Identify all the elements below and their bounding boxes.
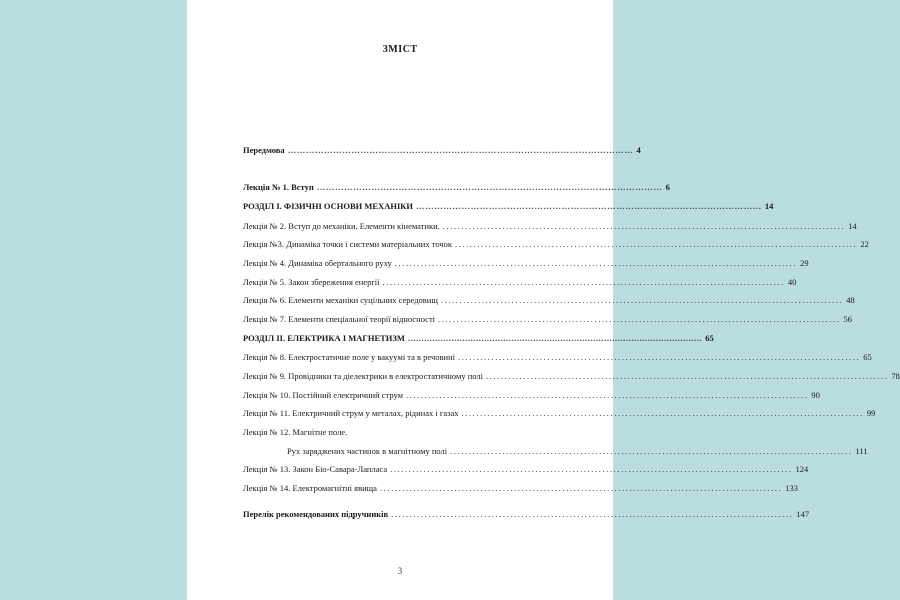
toc-entry-lecture-1: [243, 182, 670, 193]
toc-entry-page: 65: [705, 333, 714, 343]
toc-leader: ............................................................................................................: [486, 371, 889, 381]
toc-entry-lecture-2: [243, 221, 857, 232]
toc-entry-title: Лекція № 13. Закон Біо-Савара-Лапласа: [243, 464, 388, 474]
page-number: 3: [397, 566, 403, 576]
toc-entry-section-2: [243, 333, 714, 344]
toc-leader: ............................................................................................................: [457, 352, 861, 362]
toc-entry-page: 14: [764, 201, 774, 211]
toc-leader: ............................................................................................................: [406, 390, 809, 400]
toc-entry-page: 56: [843, 314, 852, 324]
toc-entry-title: Перелік рекомендованих підручників: [243, 509, 389, 519]
toc-leader: ……………………………………………………………………………………………………: [287, 145, 634, 155]
toc-entry-page: 133: [785, 483, 799, 493]
toc-entry-title: Лекція № 7. Елементи спеціальної теорії відносності: [243, 314, 436, 324]
toc-leader: ............................................................................................................: [391, 509, 794, 519]
toc-entry-title: Лекція № 4. Динаміка обертального руху: [243, 258, 392, 268]
toc-entry-page: 40: [787, 277, 797, 287]
toc-entry-preface: [243, 145, 641, 156]
toc-entry-title: Лекція № 2. Вступ до механіки. Елементи кінематики.: [243, 221, 440, 231]
toc-entry-title: Лекція № 11. Електричний струм у металах, рідинах і газах: [243, 408, 459, 418]
page-title: ЗМІСТ: [382, 44, 418, 55]
toc-entry-title: Лекція №3. Динаміка точки і системи матеріальних точок: [243, 239, 453, 249]
toc-entry-lecture-3: [243, 239, 869, 250]
toc-entry-title: Лекція № 1. Вступ: [243, 182, 314, 192]
toc-entry-title: Лекція № 10. Постійний електричний струм: [243, 390, 404, 400]
toc-leader: ............................................................................................................: [394, 258, 798, 268]
toc-entry-page: 78: [891, 371, 900, 381]
toc-entry-page: 90: [811, 390, 820, 400]
toc-entry-page: 48: [846, 295, 855, 305]
toc-entry-lecture-13: [243, 464, 809, 475]
toc-entry-page: 4: [636, 145, 641, 155]
toc-entry-lecture-8: [243, 352, 872, 363]
toc-entry-title: Лекція № 12. Магнітне поле.: [243, 427, 348, 437]
toc-entry-title: Лекція № 14. Електромагнітні явища: [243, 483, 377, 493]
toc-entry-page: 6: [665, 182, 670, 192]
toc-entry-title: РОЗДІЛ ІІ. ЕЛЕКТРИКА І МАГНЕТИЗМ: [243, 333, 405, 343]
toc-leader: ............................................................................................................: [438, 314, 841, 324]
toc-leader: ............................................................................................................: [442, 221, 846, 231]
toc-entry-page: 99: [866, 408, 876, 418]
toc-entry-lecture-11: [243, 408, 876, 419]
toc-entry-bibliography: [243, 509, 810, 520]
toc-leader: ............................................................................................................: [379, 483, 783, 493]
toc-leader: ............................................................................................................: [440, 295, 844, 305]
toc-leader: ……………………………………………………………………………………………………: [316, 182, 663, 192]
toc-entry-section-1: [243, 201, 774, 212]
toc-entry-lecture-6: [243, 295, 855, 306]
toc-entry-lecture-4: [243, 258, 809, 269]
toc-entry-page: 124: [795, 464, 809, 474]
toc-entry-title: Лекція № 6. Елементи механіки суцільних середовищ: [243, 295, 438, 305]
toc-entry-page: 29: [800, 258, 809, 268]
toc-entry-lecture-10: [243, 390, 820, 401]
toc-entry-title: Лекція № 5. Закон збереження енергії: [243, 277, 380, 287]
toc-leader: ............................................................................................................: [390, 464, 793, 474]
toc-entry-lecture-12-cont: [287, 446, 868, 457]
toc-entry-page: 111: [855, 446, 868, 456]
toc-entry-page: 14: [848, 221, 857, 231]
toc-entry-title: РОЗДІЛ І. ФІЗИЧНІ ОСНОВИ МЕХАНІКИ: [243, 201, 414, 211]
toc-leader: ……………………………………………………………………………………………………: [416, 201, 762, 211]
toc-leader: ............................................................................................................: [450, 446, 853, 456]
toc-entry-lecture-7: [243, 314, 852, 325]
toc-leader: ............................................................................................................: [407, 333, 703, 343]
toc-leader: ............................................................................................................: [382, 277, 785, 287]
toc-entry-lecture-5: [243, 277, 797, 288]
table-of-contents: [243, 0, 900, 600]
toc-entry-page: 65: [863, 352, 872, 362]
toc-entry-title: Передмова: [243, 145, 285, 155]
toc-entry-page: 147: [796, 509, 810, 519]
toc-entry-title: Лекція № 9. Провідники та діелектрики в електростатичному полі: [243, 371, 483, 381]
document-page: [187, 0, 900, 600]
toc-entry-title: Рух заряджених частинок в магнітному полі: [287, 446, 448, 456]
toc-entry-lecture-12: [243, 427, 557, 438]
toc-entry-page: 22: [860, 239, 869, 249]
toc-leader: ............................................................................................................: [461, 408, 864, 418]
toc-entry-title: Лекція № 8. Електростатичне поле у вакуумі та в речовині: [243, 352, 455, 362]
toc-leader: ............................................................................................................: [455, 239, 858, 249]
toc-entry-lecture-14: [243, 483, 799, 494]
toc-entry-lecture-9: [243, 371, 900, 382]
